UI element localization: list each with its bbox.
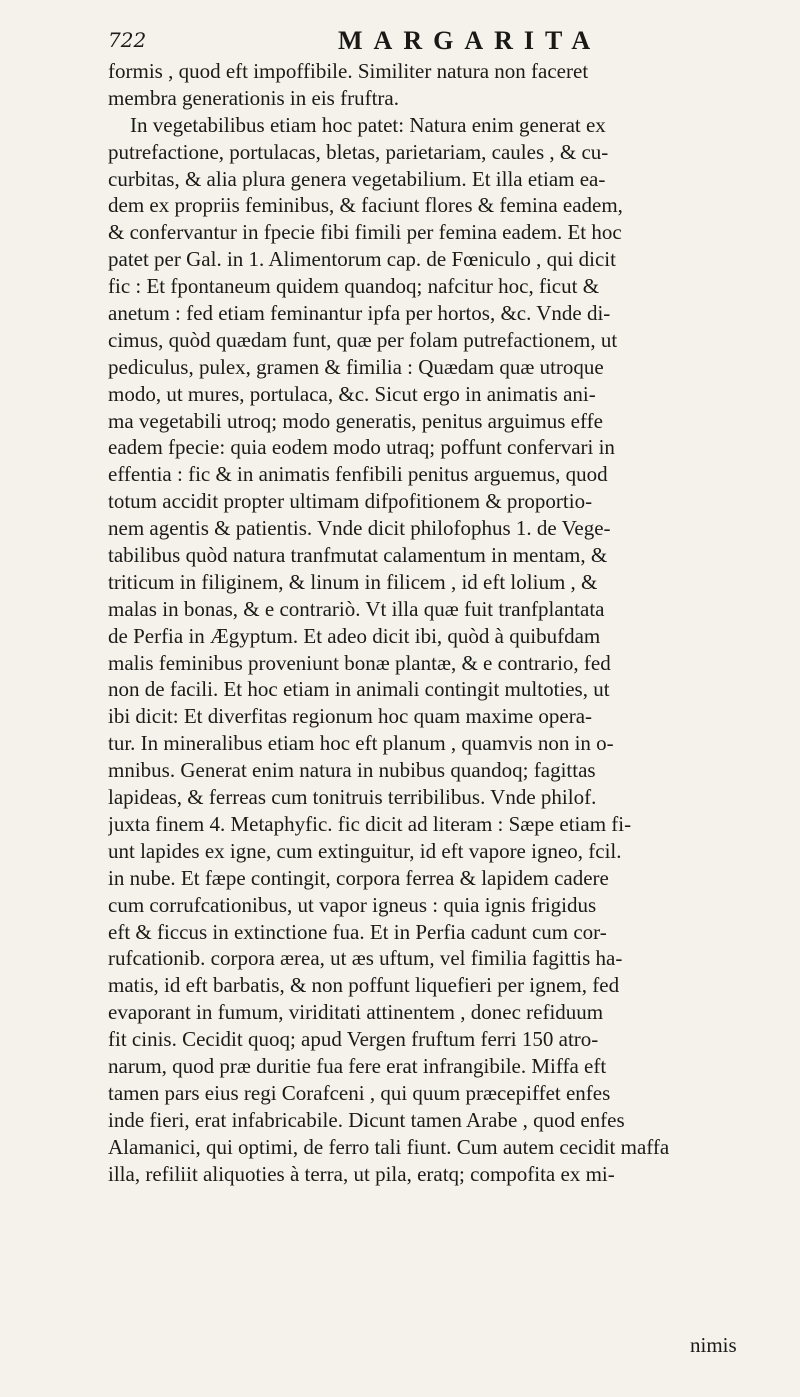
text-line: non de facili. Et hoc etiam in animali contingit multoties, ut [108, 677, 610, 702]
text-line: ibi dicit: Et diverfitas regionum hoc quam maxime opera- [108, 704, 593, 729]
text-line: malas in bonas, & e contrariò. Vt illa quæ fuit tranfplantata [108, 596, 605, 621]
text-line: evaporant in fumum, viriditati attinentem , donec refiduum [108, 1000, 604, 1025]
text-line: In vegetabilibus etiam hoc patet: Natura enim generat ex [130, 112, 606, 137]
text-line: modo, ut mures, portulaca, &c. Sicut ergo in animatis ani- [108, 381, 596, 406]
text-line: tamen pars eius regi Corafceni , qui quum præcepiffet enfes [108, 1080, 611, 1105]
text-line: pediculus, pulex, gramen & fimilia : Quædam quæ utroque [108, 354, 604, 379]
text-line: fic : Et fpontaneum quidem quandoq; nafcitur hoc, ficut & [108, 274, 600, 299]
text-line: narum, quod præ duritie fua fere erat infrangibile. Miffa eft [108, 1053, 607, 1078]
text-line: curbitas, & alia plura genera vegetabilium. Et illa etiam ea- [108, 166, 606, 191]
body-text [108, 58, 768, 1187]
text-line: & confervantur in fpecie fibi fimili per femina eadem. Et hoc [108, 220, 622, 245]
running-head [108, 28, 748, 58]
text-line: dem ex propriis feminibus, & faciunt flores & femina eadem, [108, 193, 623, 218]
text-line: membra generationis in eis fruftra. [108, 85, 399, 110]
text-line: eft & ficcus in extinctione fua. Et in Perfia cadunt cum cor- [108, 919, 607, 944]
page-number: 722 [108, 28, 147, 52]
text-line: Alamanici, qui optimi, de ferro tali fiunt. Cum autem cecidit maffa [108, 1134, 670, 1159]
text-line: tur. In mineralibus etiam hoc eft planum , quamvis non in o- [108, 731, 614, 756]
text-line: de Perfia in Ægyptum. Et adeo dicit ibi, quòd à quibufdam [108, 623, 601, 648]
text-line: matis, id eft barbatis, & non poffunt liquefieri per ignem, fed [108, 973, 620, 998]
text-line: triticum in filiginem, & linum in filicem , id eft lolium , & [108, 569, 598, 594]
text-line: eadem fpecie: quia eodem modo utraq; poffunt confervari in [108, 435, 615, 460]
catchword: nimis [690, 1333, 737, 1357]
text-line: rufcationib. corpora ærea, ut æs uftum, vel fimilia fagittis ha- [108, 946, 623, 971]
text-line: cimus, quòd quædam funt, quæ per folam putrefactionem, ut [108, 327, 618, 352]
text-line: unt lapides ex igne, cum extinguitur, id eft vapore igneo, fcil. [108, 838, 622, 863]
text-line: formis , quod eft impoffibile. Similiter natura non faceret [108, 59, 589, 83]
running-title: MARGARITA [338, 26, 602, 55]
text-line: in nube. Et fæpe contingit, corpora ferrea & lapidem cadere [108, 865, 609, 890]
text-line: inde fieri, erat infabricabile. Dicunt tamen Arabe , quod enfes [108, 1107, 625, 1132]
text-line: totum accidit propter ultimam difpofitionem & proportio- [108, 489, 593, 514]
text-line: malis feminibus proveniunt bonæ plantæ, & e contrario, fed [108, 650, 611, 675]
text-line: lapideas, & ferreas cum tonitruis terribilibus. Vnde philof. [108, 785, 597, 810]
text-line: illa, refiliit aliquoties à terra, ut pila, eratq; compofita ex mi- [108, 1161, 615, 1186]
text-line: fit cinis. Cecidit quoq; apud Vergen fruftum ferri 150 atro- [108, 1027, 599, 1052]
text-line: anetum : fed etiam feminantur ipfa per hortos, &c. Vnde di- [108, 301, 611, 326]
text-line: patet per Gal. in 1. Alimentorum cap. de Fœniculo , qui dicit [108, 247, 616, 272]
text-line: nem agentis & patientis. Vnde dicit philofophus 1. de Vege- [108, 516, 611, 541]
text-line: putrefactione, portulacas, bletas, parietariam, caules , & cu- [108, 139, 609, 164]
text-line: mnibus. Generat enim natura in nubibus quandoq; fagittas [108, 758, 596, 783]
text-line: cum corrufcationibus, ut vapor igneus : quia ignis frigidus [108, 892, 597, 917]
text-line: juxta finem 4. Metaphyfic. fic dicit ad literam : Sæpe etiam fi- [108, 811, 632, 836]
text-line: effentia : fic & in animatis fenfibili penitus arguemus, quod [108, 462, 608, 487]
text-line: tabilibus quòd natura tranfmutat calamentum in mentam, & [108, 543, 608, 568]
text-line: ma vegetabili utroq; modo generatis, penitus arguimus effe [108, 408, 603, 433]
